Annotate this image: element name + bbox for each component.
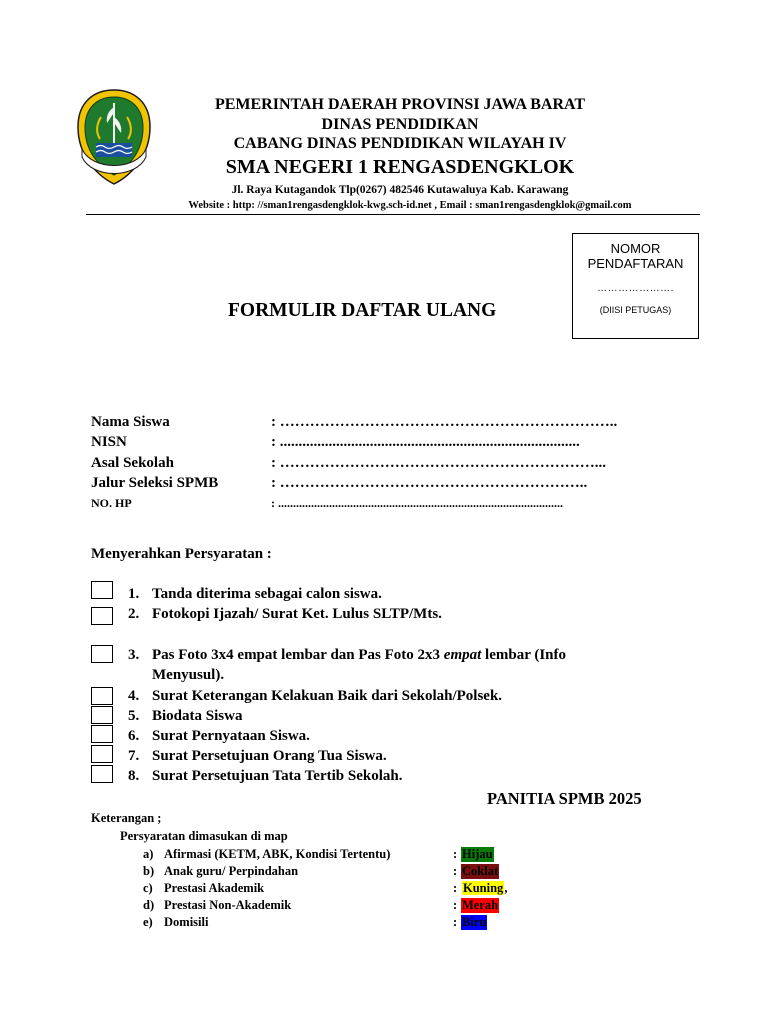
row-colon: :: [453, 881, 458, 895]
committee-signature: PANITIA SPMB 2025: [487, 789, 642, 808]
registration-box-title-line1: NOMOR: [610, 241, 661, 256]
requirement-checkbox[interactable]: [91, 581, 113, 599]
requirement-text: Biodata Siswa: [152, 708, 243, 724]
requirement-number: 2.: [128, 606, 140, 622]
requirement-text: Fotokopi Ijazah/ Surat Ket. Lulus SLTP/Mts.: [152, 606, 442, 622]
requirement-number: 3.: [128, 647, 140, 663]
row-letter: a): [143, 847, 154, 861]
field-label: Nama Siswa: [91, 414, 170, 430]
form-title: FORMULIR DAFTAR ULANG: [228, 300, 497, 321]
field-blank[interactable]: : ................................................................................: [271, 434, 580, 450]
requirement-item: [128, 686, 502, 706]
row-letter: c): [143, 881, 153, 895]
field-blank[interactable]: : ...............................................................................................: [271, 496, 563, 510]
requirement-checkbox[interactable]: [91, 607, 113, 625]
header-rule: [86, 214, 700, 215]
field-label: Jalur Seleksi SPMB: [91, 475, 219, 491]
row-colon: :: [453, 864, 458, 878]
requirement-checkbox[interactable]: [91, 645, 113, 663]
folder-color-highlight: Hijau: [462, 847, 493, 861]
requirement-item-continuation: Menyusul).: [152, 667, 225, 683]
requirement-text: lembar (Info: [481, 647, 567, 663]
row-letter: b): [143, 864, 155, 878]
requirements-heading: Menyerahkan Persyaratan :: [91, 546, 272, 562]
province-seal-logo: [74, 87, 154, 187]
row-category: Domisili: [164, 915, 209, 929]
requirement-text: Pas Foto 3x4 empat lembar dan Pas Foto 2x3: [152, 647, 444, 663]
header-branch-line: CABANG DINAS PENDIDIKAN WILAYAH IV: [233, 135, 567, 152]
requirement-text: Surat Persetujuan Tata Tertib Sekolah.: [152, 768, 403, 784]
requirement-item: [128, 645, 566, 665]
school-name: SMA NEGERI 1 RENGASDENGKLOK: [225, 156, 575, 178]
requirement-number: 5.: [128, 708, 140, 724]
requirement-text: Surat Keterangan Kelakuan Baik dari Sekolah/Polsek.: [152, 688, 503, 704]
field-blank[interactable]: : ……………………………………………………..: [271, 475, 588, 491]
header-agency-line: DINAS PENDIDIKAN: [321, 116, 479, 133]
requirement-checkbox[interactable]: [91, 745, 113, 763]
requirement-item: [128, 706, 242, 726]
row-colon: :: [453, 898, 458, 912]
requirement-text: Tanda diterima sebagai calon siswa.: [152, 586, 382, 602]
row-category: Afirmasi (KETM, ABK, Kondisi Tertentu): [164, 847, 391, 861]
row-category: Prestasi Akademik: [164, 881, 265, 895]
row-colon: :: [453, 915, 458, 929]
requirement-item: [128, 604, 442, 624]
folder-color-suffix: ,: [504, 881, 508, 895]
requirement-item: [128, 746, 387, 766]
requirement-text-emphasis: empat: [443, 647, 482, 663]
requirement-checkbox[interactable]: [91, 687, 113, 705]
folder-color-highlight: Merah: [462, 898, 499, 912]
registration-number-box: [572, 233, 699, 339]
row-letter: d): [143, 898, 155, 912]
requirement-number: 4.: [128, 688, 140, 704]
requirement-number: 6.: [128, 728, 140, 744]
registration-number-blank[interactable]: ………………….: [597, 283, 674, 294]
field-blank[interactable]: : …………………………………………………………..: [271, 414, 618, 430]
school-website-email: Website : http: //sman1rengasdengklok-kwg.sch-id.net , Email : sman1rengasdengklok@gmail.com: [188, 200, 632, 211]
requirement-text: Surat Persetujuan Orang Tua Siswa.: [152, 748, 387, 764]
requirement-checkbox[interactable]: [91, 765, 113, 783]
notes-heading: Keterangan ;: [91, 811, 162, 825]
field-label: NO. HP: [91, 496, 132, 510]
requirement-text: Surat Pernyataan Siswa.: [152, 728, 310, 744]
row-category: Prestasi Non-Akademik: [164, 898, 292, 912]
requirement-number: 7.: [128, 748, 140, 764]
registration-box-note: (DIISI PETUGAS): [599, 305, 672, 315]
header-government-line: PEMERINTAH DAERAH PROVINSI JAWA BARAT: [214, 96, 586, 113]
requirement-item: [128, 766, 402, 786]
requirement-checkbox[interactable]: [91, 706, 113, 724]
row-category: Anak guru/ Perpindahan: [164, 864, 299, 878]
row-colon: :: [453, 847, 458, 861]
registration-box-title-line2: PENDAFTARAN: [587, 256, 684, 271]
field-blank[interactable]: : ………………………………………………………...: [271, 455, 606, 471]
folder-color-highlight: Coklat: [462, 864, 499, 878]
requirement-item: [128, 726, 310, 746]
field-label: Asal Sekolah: [91, 455, 174, 471]
notes-subheading: Persyaratan dimasukan di map: [120, 829, 288, 843]
folder-color-highlight: Biru: [462, 915, 487, 929]
folder-color-highlight: Kuning: [463, 881, 504, 895]
row-letter: e): [143, 915, 153, 929]
requirement-item: [128, 584, 382, 604]
folder-color-wrap: [461, 881, 508, 896]
requirement-number: 1.: [128, 586, 140, 602]
field-label: NISN: [91, 434, 127, 450]
requirement-checkbox[interactable]: [91, 725, 113, 743]
school-address: Jl. Raya Kutagandok Tlp(0267) 482546 Kutawaluya Kab. Karawang: [231, 184, 569, 196]
requirement-number: 8.: [128, 768, 140, 784]
